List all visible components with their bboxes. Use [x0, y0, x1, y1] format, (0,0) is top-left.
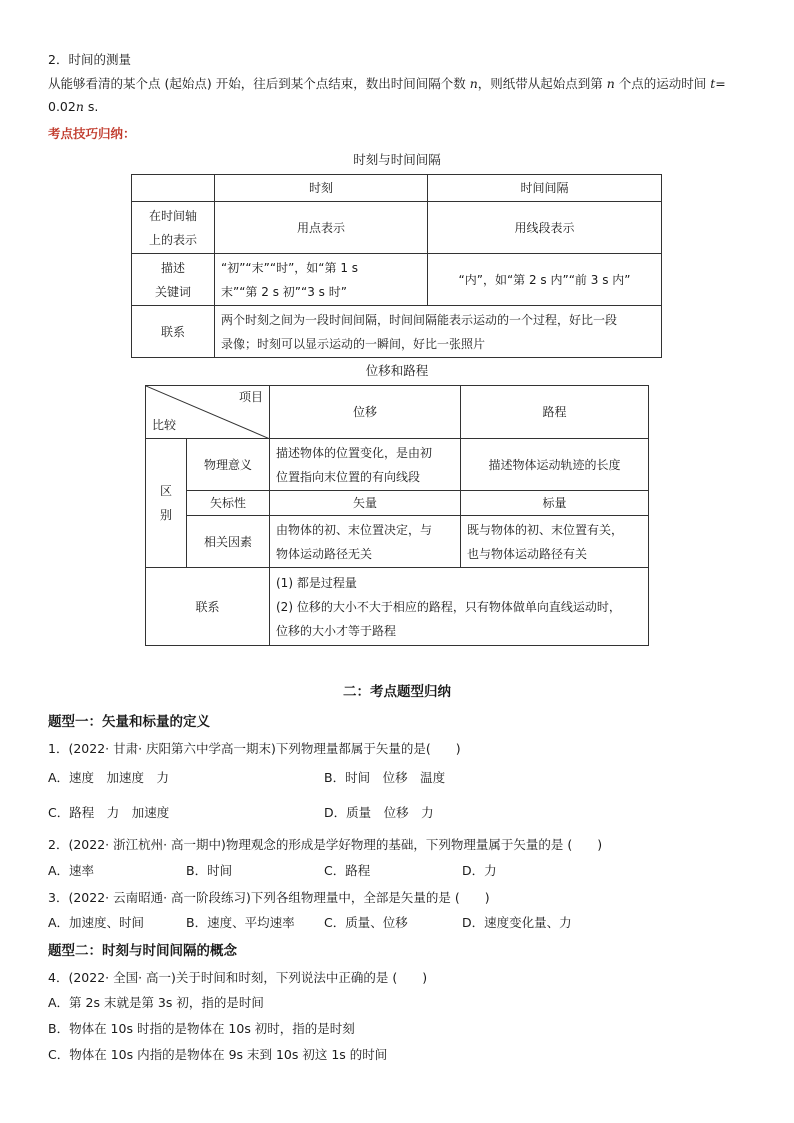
moment-interval-table [131, 174, 662, 358]
cell-line: 由物体的初、末位置决定，与 [276, 522, 433, 537]
cell-line: (1) 都是过程量 [276, 575, 357, 590]
table-cell: “内”，如“第 2 s 内”“前 3 s 内” [428, 254, 662, 306]
variable-t: t [710, 76, 716, 91]
cell-line: 既与物体的初、末位置有关， [467, 522, 624, 537]
q1-option-b: B．时间 位移 温度 [324, 770, 446, 785]
variable-n: n [469, 76, 478, 91]
variable-n: n [606, 76, 615, 91]
cell-line: 末”“第 2 s 初”“3 s 时” [221, 284, 347, 299]
text: 个点的运动时间 [614, 76, 711, 91]
q3-option-d: D．速度变化量、力 [462, 915, 572, 930]
cell-line: 位移的大小才等于路程 [276, 623, 397, 638]
paragraph-line [48, 74, 726, 92]
table-header: 位移 [270, 386, 461, 439]
label-line: 上的表示 [148, 232, 197, 247]
label-line: 在时间轴 [148, 208, 197, 223]
q4-option-b: B．物体在 10s 时指的是物体在 10s 初时，指的是时刻 [48, 1021, 355, 1036]
table-header: 路程 [461, 386, 649, 439]
row-group-label [146, 439, 187, 568]
text: = [715, 76, 726, 91]
table-cell: 矢量 [270, 491, 461, 516]
label-line: 描述 [160, 260, 185, 275]
q2-option-a: A．速率 [48, 863, 95, 878]
label-line: 别 [159, 508, 172, 522]
row-label: 相关因素 [187, 516, 270, 568]
q4-option-c: C．物体在 10s 内指的是物体在 9s 末到 10s 初这 1s 的时间 [48, 1047, 388, 1062]
q3-option-b: B．速度、平均速率 [186, 915, 295, 930]
table-cell [270, 439, 461, 491]
row-label [132, 202, 215, 254]
cell-line: (2) 位移的大小不大于相应的路程，只有物体做单向直线运动时， [276, 599, 621, 614]
question-1-stem: 1．(2022· 甘肃· 庆阳第六中学高一期末)下列物理量都属于矢量的是( ) [48, 741, 461, 756]
q1-option-c: C．路程 力 加速度 [48, 805, 170, 820]
part-title: 二：考点题型归纳 [343, 684, 451, 700]
row-label: 物理意义 [187, 439, 270, 491]
question-4-stem: 4．(2022· 全国· 高一)关于时间和时刻，下列说法中正确的是 ( ) [48, 970, 428, 985]
text: s. [83, 99, 99, 114]
label-line: 区 [159, 484, 172, 498]
type1-heading: 题型一：矢量和标量的定义 [48, 714, 210, 730]
q3-option-a: A．加速度、时间 [48, 915, 145, 930]
label-line: 关键词 [154, 284, 191, 299]
text: 从能够看清的某个点 (起始点) 开始，往后到某个点结束，数出时间间隔个数 [48, 76, 470, 91]
corner-top-label: 项目 [238, 390, 263, 404]
text: ，则纸带从起始点到第 [477, 76, 607, 91]
table-cell [461, 516, 649, 568]
row-label: 联系 [146, 568, 270, 646]
question-3-stem: 3．(2022· 云南昭通· 高一阶段练习)下列各组物理量中，全部是矢量的是 ( ) [48, 890, 490, 905]
diagonal-header-cell [146, 386, 270, 439]
table-cell [270, 516, 461, 568]
cell-line: 描述物体的位置变化，是由初 [276, 445, 433, 460]
cell-line: “初”“末”“时”，如“第 1 s [221, 260, 359, 275]
cell-line: 两个时刻之间为一段时间间隔，时间间隔能表示运动的一个过程，好比一段 [221, 312, 618, 327]
table-title: 位移和路程 [365, 363, 429, 378]
q2-option-c: C．路程 [324, 863, 371, 878]
cell-line: 物体运动路径无关 [276, 546, 373, 561]
table-cell: 用线段表示 [428, 202, 662, 254]
type2-heading: 题型二：时刻与时间间隔的概念 [48, 943, 237, 959]
q2-option-b: B．时间 [186, 863, 233, 878]
table-cell [215, 306, 662, 358]
table-header: 时刻 [215, 175, 428, 202]
table-header: 时间间隔 [428, 175, 662, 202]
text: 0.02 [48, 99, 76, 114]
table-cell [215, 254, 428, 306]
q3-option-c: C．质量、位移 [324, 915, 408, 930]
row-label [132, 254, 215, 306]
tips-heading: 考点技巧归纳： [48, 126, 136, 141]
section-heading: 2．时间的测量 [48, 52, 131, 67]
q4-option-a: A．第 2s 末就是第 3s 初，指的是时间 [48, 995, 264, 1010]
displacement-path-table [145, 385, 649, 646]
corner-bottom-label: 比较 [152, 418, 177, 432]
q1-option-d: D．质量 位移 力 [324, 805, 434, 820]
table-title: 时刻与时间间隔 [353, 152, 441, 167]
cell-line: 也与物体运动路径有关 [467, 546, 588, 561]
table-cell: 描述物体运动轨迹的长度 [461, 439, 649, 491]
q2-option-d: D．力 [462, 863, 497, 878]
cell-line: 录像；时刻可以显示运动的一瞬间，好比一张照片 [221, 336, 486, 351]
question-2-stem: 2．(2022· 浙江杭州· 高一期中)物理观念的形成是学好物理的基础，下列物理量属于矢量的是 ( ) [48, 837, 603, 852]
table-cell [270, 568, 649, 646]
paragraph-line [48, 99, 98, 114]
q1-option-a: A．速度 加速度 力 [48, 770, 170, 785]
cell-line: 位置指向末位置的有向线段 [276, 469, 421, 484]
variable-n: n [75, 99, 84, 114]
table-cell: 用点表示 [215, 202, 428, 254]
table-cell: 标量 [461, 491, 649, 516]
table-cell [132, 175, 215, 202]
row-label: 矢标性 [187, 491, 270, 516]
row-label: 联系 [132, 306, 215, 358]
